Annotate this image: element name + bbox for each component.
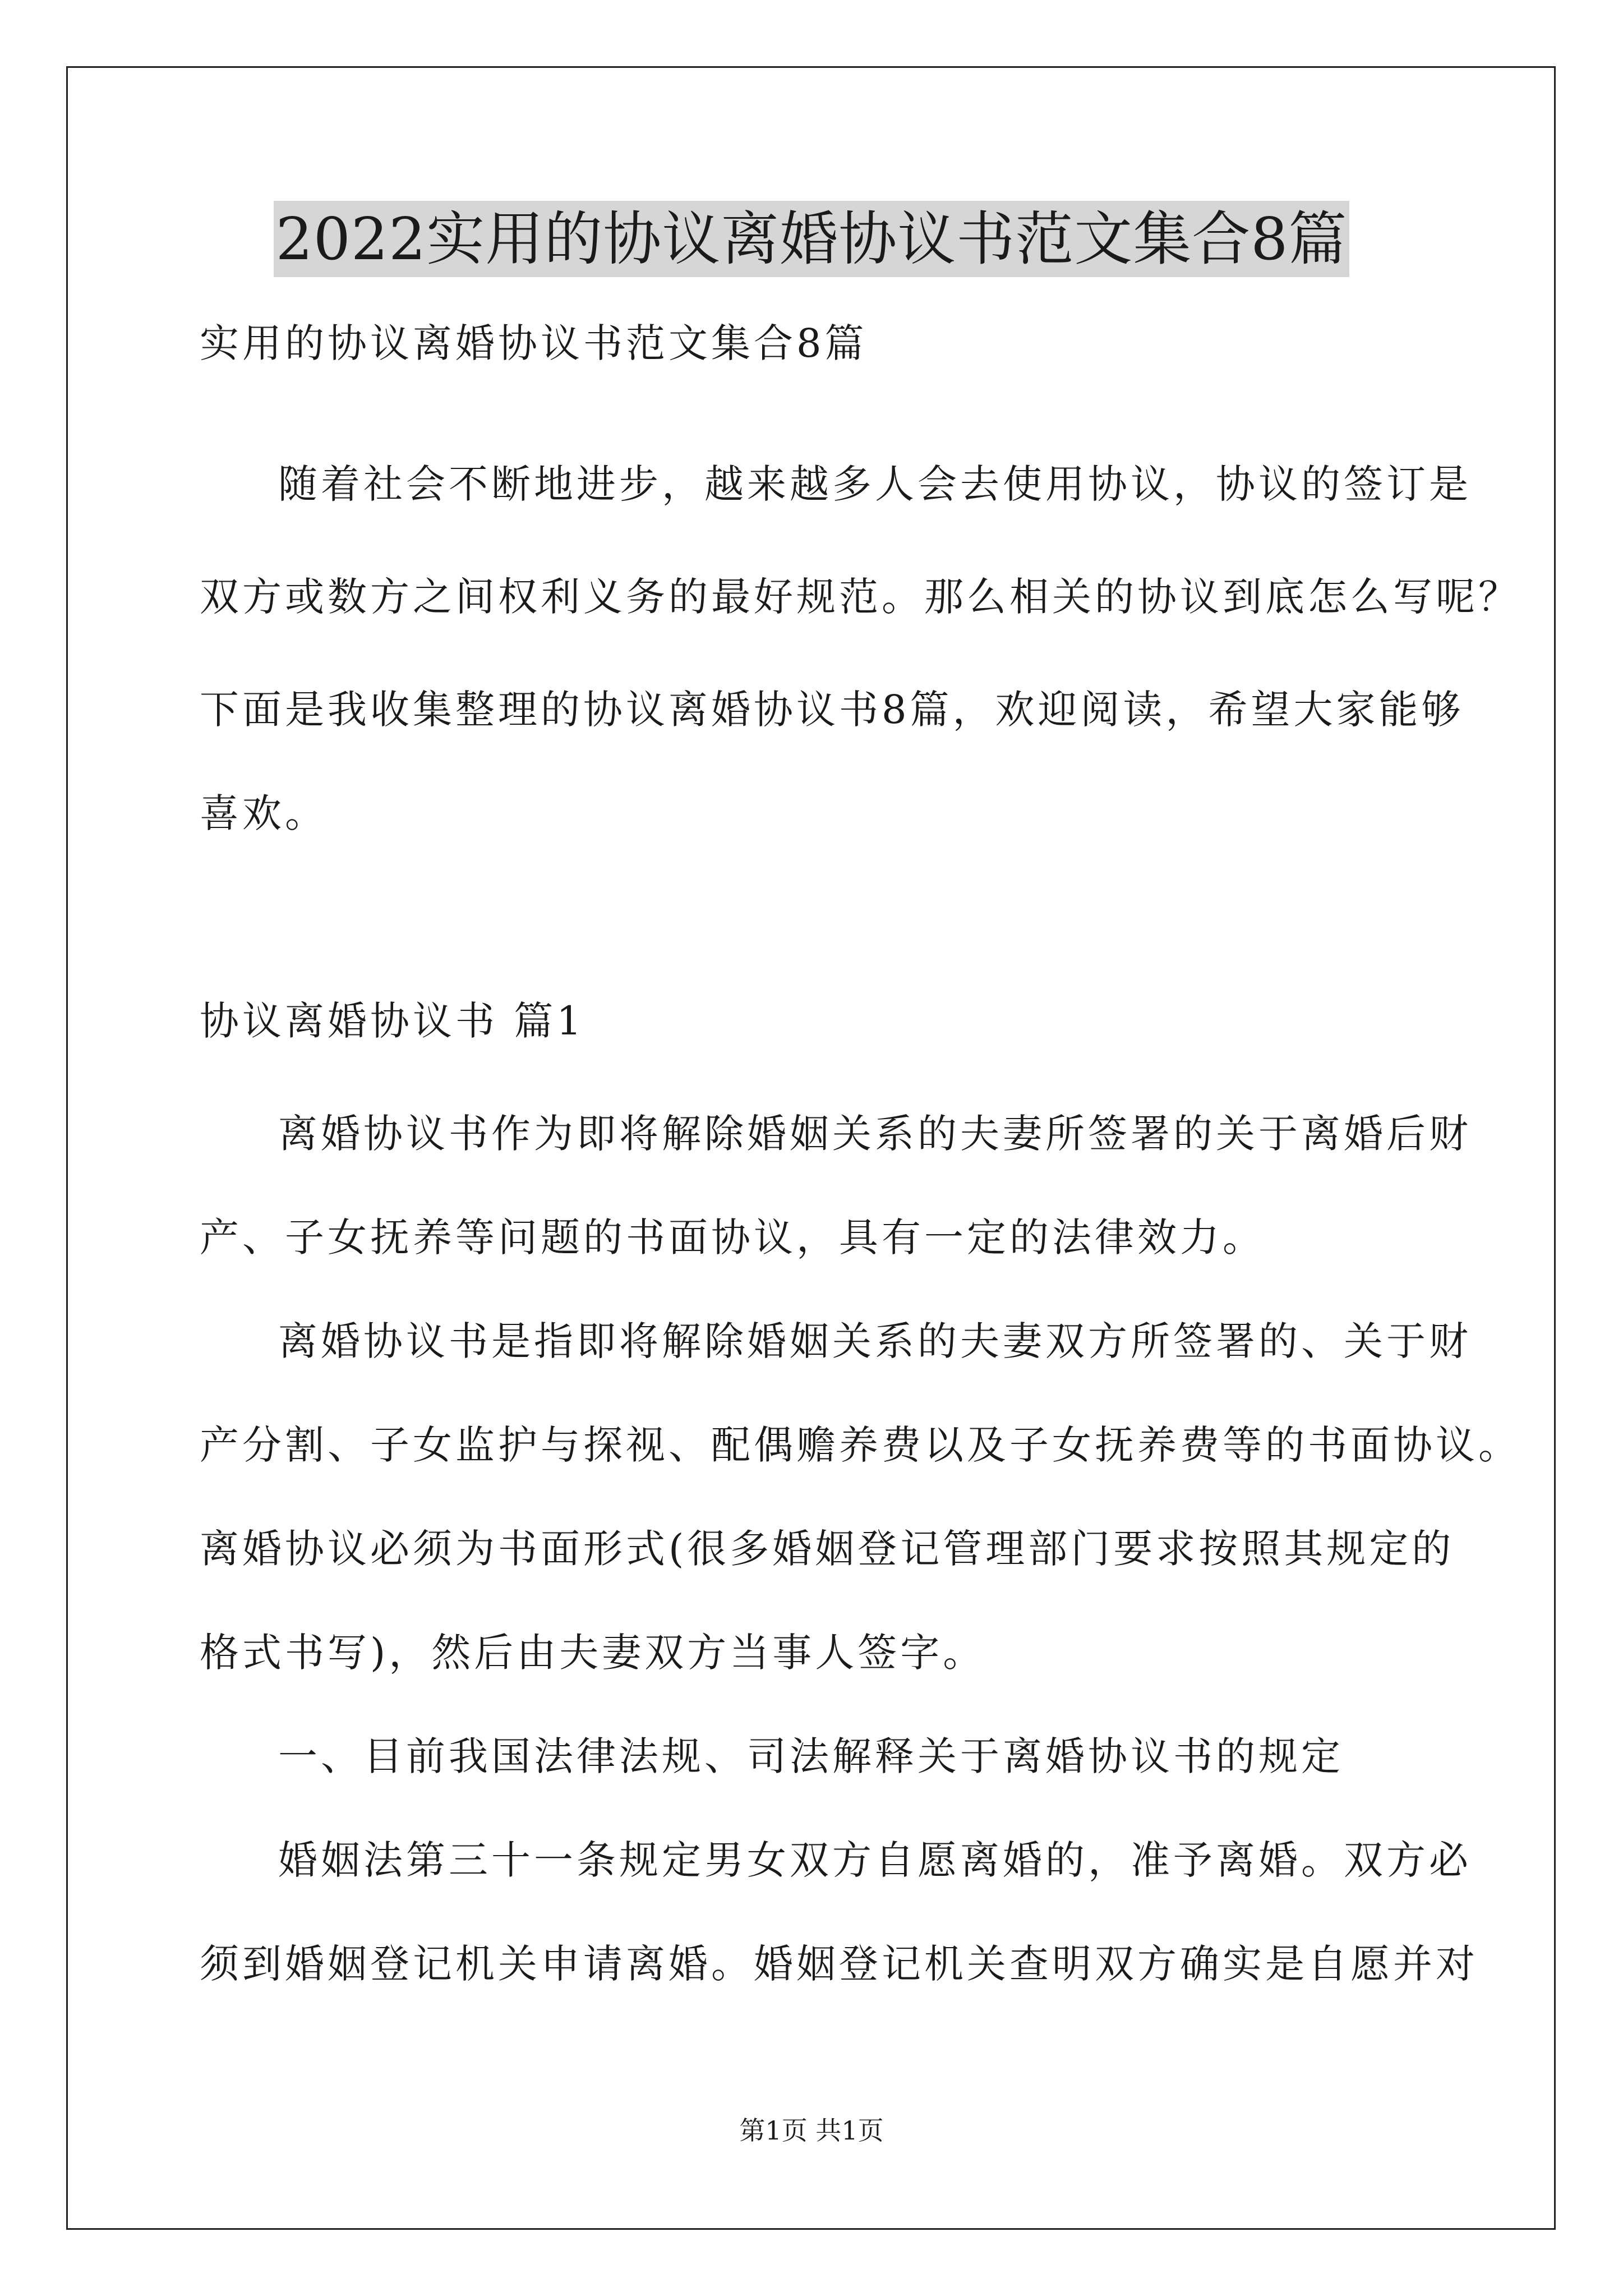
intro-paragraph-line-2: 双方或数方之间权利义务的最好规范。那么相关的协议到底怎么写呢？ <box>200 574 1521 620</box>
intro-paragraph-line-4: 喜欢。 <box>200 790 328 836</box>
section-heading: 协议离婚协议书 篇1 <box>200 998 585 1044</box>
subsection-heading: 一、目前我国法律法规、司法解释关于离婚协议书的规定 <box>278 1733 1344 1779</box>
paragraph-3-line-2: 须到婚姻登记机关申请离婚。婚姻登记机关查明双方确实是自愿并对 <box>200 1941 1478 1987</box>
paragraph-2-line-1: 离婚协议书是指即将解除婚姻关系的夫妻双方所签署的、关于财 <box>278 1318 1472 1364</box>
paragraph-1-line-1: 离婚协议书作为即将解除婚姻关系的夫妻所签署的关于离婚后财 <box>278 1111 1472 1157</box>
intro-paragraph-line-1: 随着社会不断地进步，越来越多人会去使用协议，协议的签订是 <box>278 461 1472 507</box>
subtitle-line: 实用的协议离婚协议书范文集合8篇 <box>200 320 868 366</box>
paragraph-3-line-1: 婚姻法第三十一条规定男女双方自愿离婚的，准予离婚。双方必 <box>278 1837 1472 1883</box>
intro-paragraph-line-3: 下面是我收集整理的协议离婚协议书8篇，欢迎阅读，希望大家能够 <box>200 687 1464 733</box>
paragraph-1-line-2: 产、子女抚养等问题的书面协议，具有一定的法律效力。 <box>200 1214 1265 1260</box>
title-container <box>0 201 1623 277</box>
paragraph-2-line-3: 离婚协议必须为书面形式(很多婚姻登记管理部门要求按照其规定的 <box>200 1526 1455 1572</box>
document-title: 2022实用的协议离婚协议书范文集合8篇 <box>274 201 1350 277</box>
page-footer: 第1页 共1页 <box>739 2115 884 2146</box>
paragraph-2-line-2: 产分割、子女监护与探视、配偶赡养费以及子女抚养费等的书面协议。 <box>200 1422 1521 1468</box>
paragraph-2-line-4: 格式书写)，然后由夫妻双方当事人签字。 <box>200 1630 986 1676</box>
